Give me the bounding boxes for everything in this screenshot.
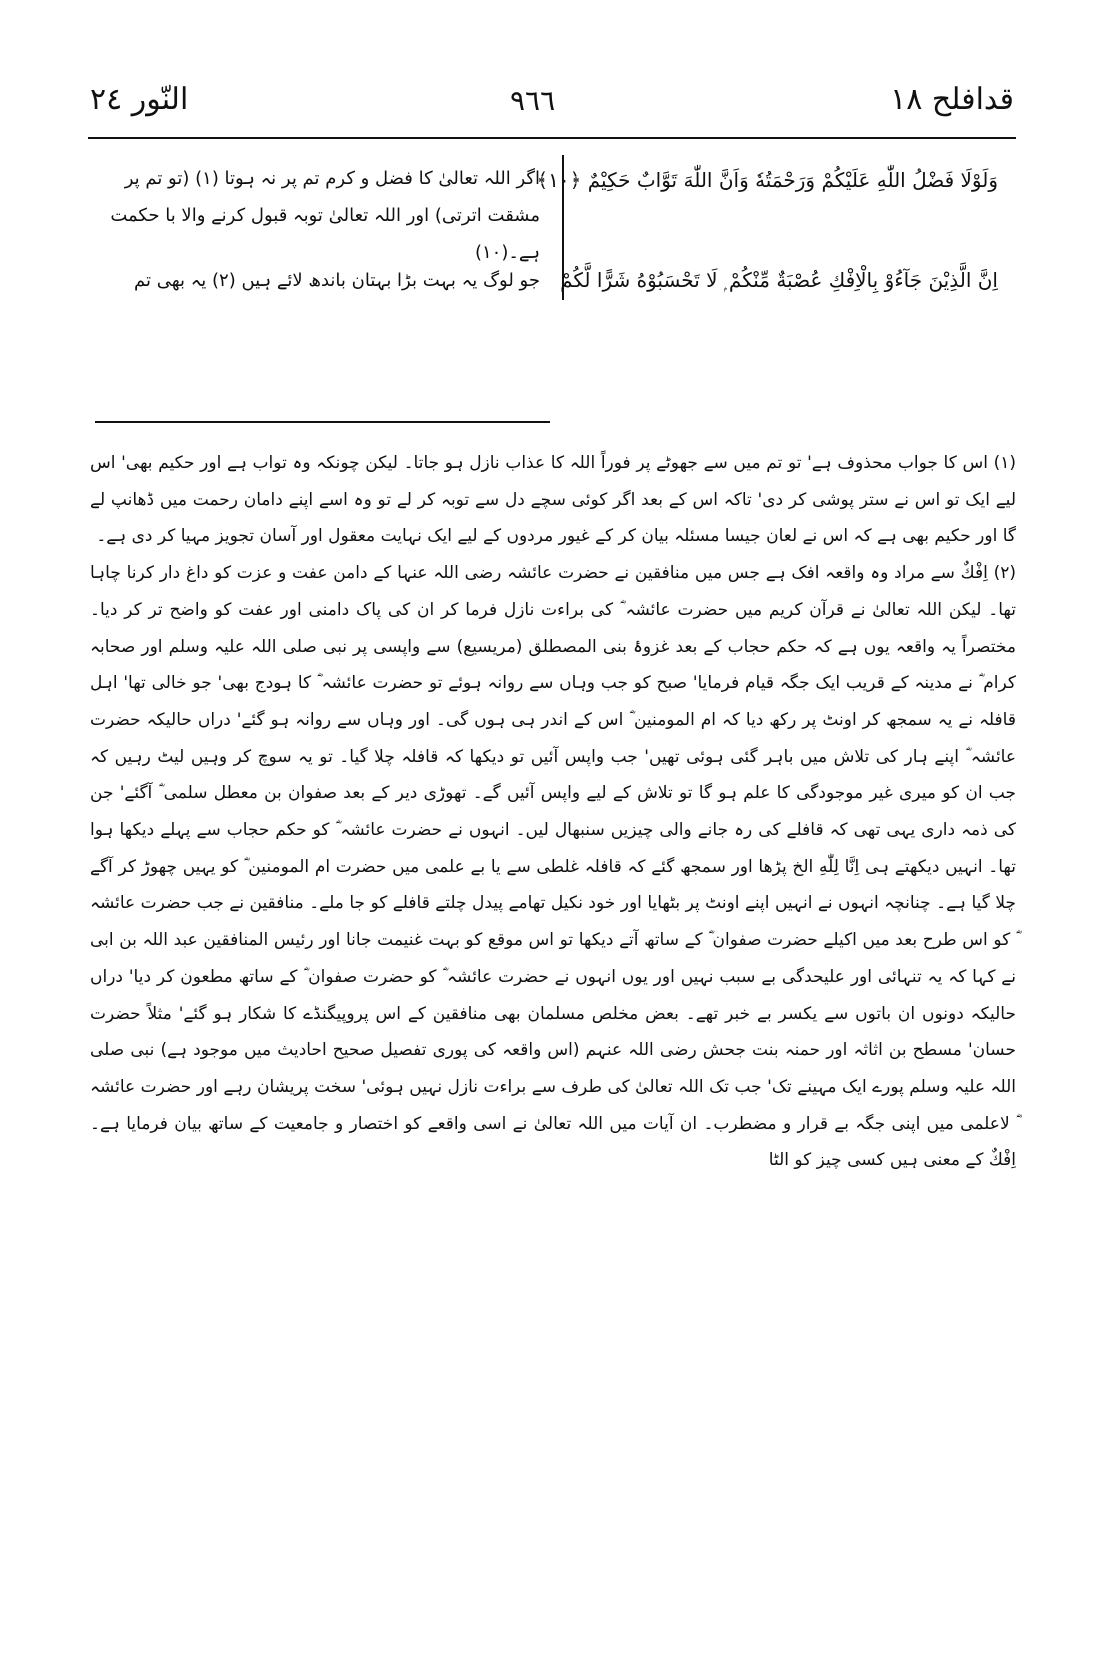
footnote-rule [95, 421, 550, 423]
verse-translation-2: جو لوگ یہ بہت بڑا بہتان باندھ لائے ہیں (٢) یہ بھی تم [133, 270, 540, 291]
footnote-1: (١) اس کا جواب محذوف ہے' تو تم میں سے جھوٹے پر فوراً اللہ کا عذاب نازل ہو جاتا۔ لیکن چونکہ وہ تواب ہے اور حکیم بھی' اس لیے ایک تو اس نے ستر پوشی کر دی' تاکہ اس کے بعد اگر کوئی سچے دل سے توبہ کر لے تو وہ اسے اپنے دامان رحمت میں ڈھانپ لے گا اور حکیم بھی ہے کہ اس نے لعان جیسا مسئلہ بیان کر کے غیور مردوں کے لیے ایک نہایت معقول اور آسان تجویز مہیا کر دی ہے۔ [90, 453, 1016, 547]
page-header [0, 0, 1094, 140]
juz-title: قدافلح ١٨ [890, 82, 1014, 117]
footnotes [90, 445, 1016, 1179]
verse-arabic-1: وَلَوْلَا فَضْلُ اللّٰهِ عَلَيْكُمْ وَرَحْمَتُهٗ وَاَنَّ اللّٰهَ تَوَّابٌ حَكِيْمٌ ﴿١٠﴾ [536, 168, 998, 192]
verse-translation-1: اگر اللہ تعالیٰ کا فضل و کرم تم پر نہ ہوتا (١) (تو تم پر مشقت اترتی) اور اللہ تعالیٰ توبہ قبول کرنے والا با حکمت ہے۔(١٠) [110, 168, 540, 263]
footnote-2: (٢) اِفْكٌ سے مراد وہ واقعہ افک ہے جس میں منافقین نے حضرت عائشہ رضی اللہ عنہا کے دامن عفت و عزت کو داغ دار کرنا چاہا تھا۔ لیکن اللہ تعالیٰ نے قرآن کریم میں حضرت عائشہ ؓ کی براءت نازل فرما کر ان کی پاک دامنی اور عفت کو واضح تر کر دیا۔ مختصراً یہ واقعہ یوں ہے کہ حکم حجاب کے بعد غزوۂ بنی المصطلق (مریسیع) سے واپسی پر نبی صلی اللہ علیہ وسلم اور صحابہ کرام ؓ نے مدینہ کے قریب ایک جگہ قیام فرمایا' صبح کو جب وہاں سے روانہ ہوئے تو حضرت عائشہ ؓ کا ہودج بھی' جو خالی تھا' اہل قافلہ نے یہ سمجھ کر اونٹ پر رکھ دیا کہ ام المومنین ؓ اس کے اندر ہی ہوں گی۔ اور وہاں سے روانہ ہو گئے' دراں حالیکہ حضرت عائشہ ؓ اپنے ہار کی تلاش میں باہر گئی ہوئی تھیں' جب واپس آئیں تو دیکھا کہ قافلہ چلا گیا۔ تو یہ سوچ کر وہیں لیٹ رہیں کہ جب ان کو میری غیر موجودگی کا علم ہو گا تو تلاش کے لیے واپس آئیں گے۔ تھوڑی دیر کے بعد صفوان بن معطل سلمی ؓ آگئے' جن کی ذمہ داری یہی تھی کہ قافلے کی رہ جانے والی چیزیں سنبھال لیں۔ انہوں نے حضرت عائشہ ؓ کو حکم حجاب سے پہلے دیکھا ہوا تھا۔ انہیں دیکھتے ہی اِنَّا لِلّٰهِ الخ پڑھا اور سمجھ گئے کہ قافلہ غلطی سے یا بے علمی میں حضرت ام المومنین ؓ کو یہیں چھوڑ کر آگے چلا گیا ہے۔ چنانچہ انہوں نے انہیں اپنے اونٹ پر بٹھایا اور خود نکیل تھامے پیدل چلتے قافلے کو جا ملے۔ منافقین نے جب حضرت عائشہ ؓ کو اس طرح بعد میں اکیلے حضرت صفوان ؓ کے ساتھ آتے دیکھا تو اس موقع کو بہت غنیمت جانا اور رئیس المنافقین عبد اللہ بن ابی نے کہا کہ یہ تنہائی اور علیحدگی بے سبب نہیں اور یوں انہوں نے حضرت عائشہ ؓ کو حضرت صفوان ؓ کے ساتھ مطعون کر دیا' دراں حالیکہ دونوں ان باتوں سے یکسر بے خبر تھے۔ بعض مخلص مسلمان بھی منافقین کے اس پروپیگنڈے کا شکار ہو گئے' مثلاً حضرت حسان' مسطح بن اثاثہ اور حمنہ بنت جحش رضی اللہ عنہم (اس واقعہ کی پوری تفصیل صحیح احادیث میں موجود ہے) نبی صلی اللہ علیہ وسلم پورے ایک مہینے تک' جب تک اللہ تعالیٰ کی طرف سے براءت نازل نہیں ہوئی' سخت پریشان رہے اور حضرت عائشہ ؓ لاعلمی میں اپنی جگہ بے قرار و مضطرب۔ ان آیات میں اللہ تعالیٰ نے اسی واقعے کو اختصار و جامعیت کے ساتھ بیان فرمایا ہے۔ اِفْكٌ کے معنی ہیں کسی چیز کو الٹا [90, 563, 1016, 1171]
surah-title: النّور ٢٤ [90, 82, 189, 117]
page-number: ٩٦٦ [510, 84, 556, 117]
verse-arabic-2: اِنَّ الَّذِيْنَ جَآءُوْ بِالْاِفْكِ عُصْبَةٌ مِّنْكُمْ ۭ لَا تَحْسَبُوْهُ شَرًّا لَّكُمْ [560, 268, 998, 292]
header-rule [88, 137, 1016, 139]
